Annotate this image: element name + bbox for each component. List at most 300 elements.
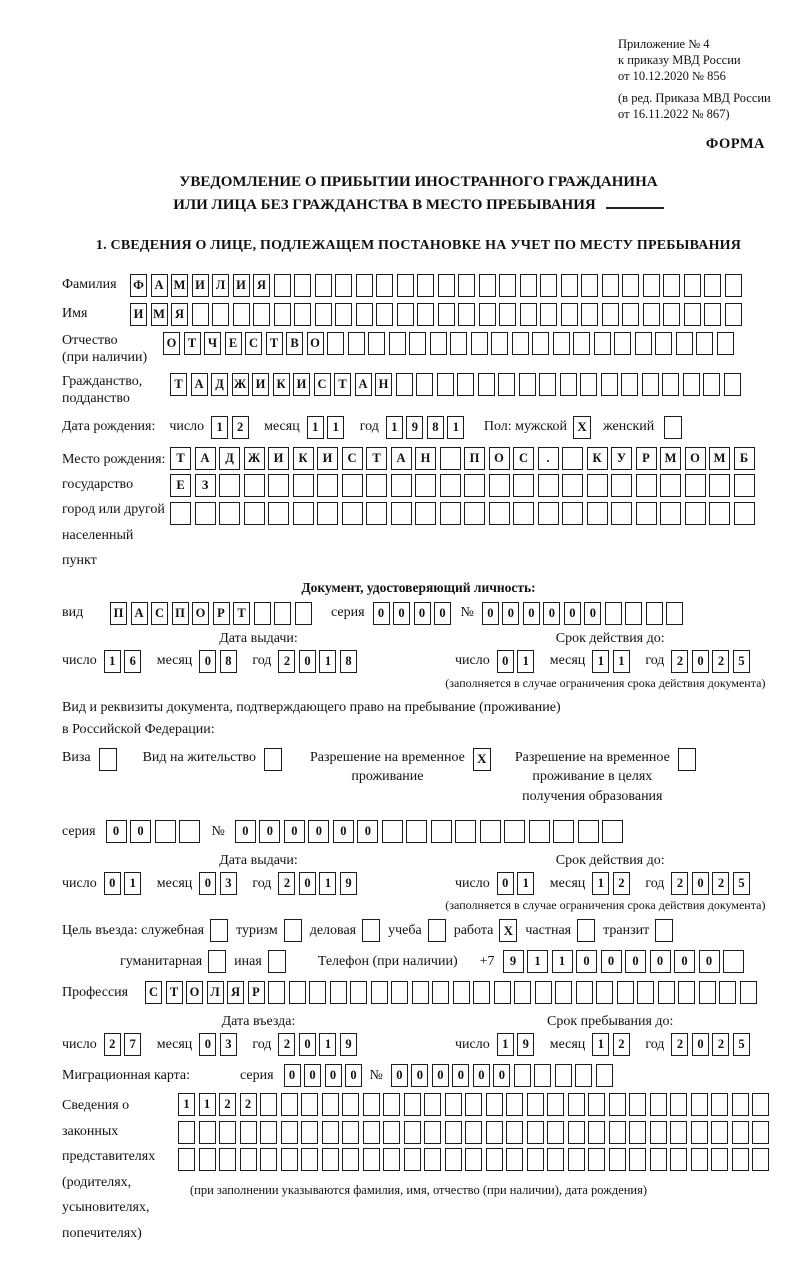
char-cell (453, 981, 470, 1004)
char-cell: 8 (427, 416, 444, 439)
char-cell (514, 981, 531, 1004)
char-cell: . (538, 447, 559, 470)
month-label: месяц (156, 653, 193, 669)
char-cell (725, 274, 742, 297)
char-cell (512, 332, 529, 355)
char-cell (691, 1121, 708, 1144)
char-cell (539, 373, 556, 396)
study-label: учеба (388, 922, 422, 938)
char-cell (609, 1093, 626, 1116)
char-cell (602, 274, 619, 297)
surname-cells (130, 274, 745, 297)
char-cell (666, 602, 683, 625)
char-cell (244, 502, 265, 525)
char-cell: С (513, 447, 534, 470)
month-cells (199, 650, 240, 673)
transit-checkbox (655, 919, 673, 942)
char-cell: А (131, 602, 148, 625)
char-cell (740, 981, 757, 1004)
char-cell: С (342, 447, 363, 470)
char-cell (391, 502, 412, 525)
char-cell (376, 274, 393, 297)
temp-residence-education-option: Разрешение на временное проживание в целях получения образования (515, 748, 696, 807)
char-cell (561, 274, 578, 297)
char-cell: 3 (220, 872, 237, 895)
char-cell (480, 820, 501, 843)
identity-seriya-cells (373, 602, 455, 625)
char-cell (424, 1148, 441, 1171)
day-cells (104, 1033, 145, 1056)
char-cell (734, 502, 755, 525)
char-cell (412, 981, 429, 1004)
char-cell (350, 981, 367, 1004)
char-cell: 1 (386, 416, 403, 439)
char-cell (409, 332, 426, 355)
char-cell: Л (207, 981, 224, 1004)
char-cell: 0 (576, 950, 597, 973)
char-cell (573, 332, 590, 355)
char-cell (576, 981, 593, 1004)
month-cells (199, 1033, 240, 1056)
representatives-note: (при заполнении указываются фамилия, имя, отчество (при наличии), дата рождения) (190, 1183, 648, 1198)
char-cell (391, 981, 408, 1004)
char-cell (568, 1148, 585, 1171)
char-cell (438, 274, 455, 297)
representatives-block (62, 1093, 775, 1246)
char-cell: 2 (278, 1033, 295, 1056)
issue-date-head: Дата выдачи: (219, 853, 298, 869)
char-cell (614, 332, 631, 355)
char-cell (260, 1148, 277, 1171)
char-cell (383, 1121, 400, 1144)
char-cell (622, 274, 639, 297)
char-cell (440, 474, 461, 497)
char-cell (625, 602, 642, 625)
char-cell (643, 303, 660, 326)
birth-date-label: Дата рождения: (62, 419, 156, 434)
char-cell (489, 502, 510, 525)
char-cell (424, 1121, 441, 1144)
char-cell: Ф (130, 274, 147, 297)
char-cell (560, 373, 577, 396)
char-cell: Ж (232, 373, 249, 396)
char-cell (253, 303, 270, 326)
char-cell (684, 303, 701, 326)
year-label: год (645, 653, 665, 669)
char-cell: Е (225, 332, 242, 355)
purpose-label: Цель въезда: служебная (62, 922, 205, 938)
char-cell: 0 (106, 820, 127, 843)
char-cell (562, 474, 583, 497)
char-cell (519, 373, 536, 396)
char-cell: Т (170, 447, 191, 470)
char-cell (752, 1093, 769, 1116)
char-cell: 0 (482, 602, 499, 625)
day-label: число (455, 875, 490, 891)
char-cell: К (293, 447, 314, 470)
birth-place-cells (170, 447, 758, 574)
given-name-row (62, 303, 775, 326)
char-cell: 0 (434, 602, 451, 625)
char-cell (504, 820, 525, 843)
char-cell: 1 (447, 416, 464, 439)
char-cell (703, 373, 720, 396)
char-cell: 2 (712, 650, 729, 673)
purpose-row (62, 919, 775, 942)
char-cell (465, 1093, 482, 1116)
given-name-cells (130, 303, 745, 326)
char-cell (547, 1121, 564, 1144)
char-cell (415, 502, 436, 525)
char-cell (268, 981, 285, 1004)
char-cell (281, 1148, 298, 1171)
month-label: месяц (156, 875, 193, 891)
appendix-line: от 10.12.2020 № 856 (618, 69, 726, 83)
char-cell (609, 1148, 626, 1171)
day-label: число (62, 653, 97, 669)
char-cell: 0 (452, 1064, 469, 1087)
char-cell: О (192, 602, 209, 625)
section1-heading: 1. СВЕДЕНИЯ О ЛИЦЕ, ПОДЛЕЖАЩЕМ ПОСТАНОВКЕ НА УЧЕТ ПО МЕСТУ ПРЕБЫВАНИЯ (95, 237, 742, 253)
char-cell (534, 1064, 551, 1087)
char-cell: П (172, 602, 189, 625)
char-cell (629, 1148, 646, 1171)
char-cell (588, 1121, 605, 1144)
humanitarian-checkbox (208, 950, 226, 973)
valid-date-head: Срок действия до: (555, 630, 665, 646)
private-label: частная (525, 922, 572, 938)
char-cell (635, 332, 652, 355)
char-cell (562, 447, 583, 470)
residence-valid-group (445, 853, 766, 913)
char-cell (691, 1093, 708, 1116)
char-cell: 1 (592, 1033, 609, 1056)
char-cell (568, 1121, 585, 1144)
char-cell (179, 820, 200, 843)
char-cell (587, 474, 608, 497)
char-cell (465, 1148, 482, 1171)
char-cell: 2 (104, 1033, 121, 1056)
sex-label: Пол: мужской (483, 419, 568, 434)
char-cell: 1 (613, 650, 630, 673)
char-cell (315, 303, 332, 326)
char-cell: 0 (432, 1064, 449, 1087)
char-cell: 1 (124, 872, 141, 895)
form-title (62, 171, 775, 218)
year-label: год (252, 653, 272, 669)
char-cell (527, 1148, 544, 1171)
birth-date-row (62, 416, 775, 439)
char-cell: 8 (220, 650, 237, 673)
char-cell: 0 (104, 872, 121, 895)
char-cell: 0 (411, 1064, 428, 1087)
citizenship-row (62, 373, 775, 408)
char-cell: Р (636, 447, 657, 470)
char-cell: 8 (340, 650, 357, 673)
char-cell (294, 303, 311, 326)
work-label: работа (453, 922, 494, 938)
appendix-line: Приложение № 4 (618, 37, 710, 51)
char-cell: 5 (733, 1033, 750, 1056)
char-cell (752, 1121, 769, 1144)
char-cell (170, 502, 191, 525)
char-cell: 0 (325, 1064, 342, 1087)
visa-option: Виза (62, 748, 117, 771)
char-cell (383, 1093, 400, 1116)
humanitarian-label: гуманитарная (120, 953, 203, 969)
appendix-block (618, 36, 775, 122)
profession-cells (145, 981, 760, 1004)
char-cell (499, 303, 516, 326)
char-cell (431, 820, 452, 843)
birth-date-cells (169, 416, 479, 439)
migration-card-row (62, 1064, 775, 1087)
char-cell (219, 1121, 236, 1144)
char-cell (212, 303, 229, 326)
char-cell (506, 1121, 523, 1144)
char-cell (568, 1093, 585, 1116)
blank-underline (606, 195, 664, 209)
char-cell: 0 (130, 820, 151, 843)
entry-date-cells (62, 1033, 455, 1056)
female-label: женский (603, 419, 655, 434)
temp-residence-option: Разрешение на временное проживание X (310, 748, 491, 787)
official-checkbox (210, 919, 228, 942)
temp-residence-checkbox: X (473, 748, 491, 771)
issue-date-cells (62, 650, 455, 673)
char-cell (192, 303, 209, 326)
char-cell: Т (266, 332, 283, 355)
issue-date-cells (62, 872, 455, 895)
work-checkbox: X (499, 919, 517, 942)
char-cell (440, 502, 461, 525)
char-cell (317, 474, 338, 497)
purpose-row2 (120, 950, 775, 973)
phone-prefix: +7 (479, 953, 495, 969)
char-cell (178, 1121, 195, 1144)
char-cell (479, 303, 496, 326)
char-cell: Ж (244, 447, 265, 470)
char-cell (704, 274, 721, 297)
char-cell (684, 274, 701, 297)
char-cell: Я (227, 981, 244, 1004)
char-cell (486, 1121, 503, 1144)
char-cell: 0 (308, 820, 329, 843)
char-cell: К (587, 447, 608, 470)
char-cell (670, 1093, 687, 1116)
char-cell: 1 (592, 650, 609, 673)
patronymic-cells (163, 332, 737, 355)
char-cell (219, 474, 240, 497)
citizenship-cells (170, 373, 744, 396)
char-cell (322, 1121, 339, 1144)
char-cell (450, 332, 467, 355)
char-cell (594, 332, 611, 355)
char-cell: 9 (406, 416, 423, 439)
char-cell (445, 1093, 462, 1116)
char-cell (605, 602, 622, 625)
vid-label: вид (62, 605, 84, 621)
char-cell (342, 1148, 359, 1171)
char-cell (660, 502, 681, 525)
day-cells (497, 650, 538, 673)
char-cell (617, 981, 634, 1004)
valid-date-note: (заполняется в случае ограничения срока действия документа) (445, 675, 766, 690)
business-checkbox (362, 919, 380, 942)
identity-dates-row (62, 630, 775, 690)
char-cell (342, 1121, 359, 1144)
char-cell (274, 602, 291, 625)
char-cell (322, 1093, 339, 1116)
char-cell: 2 (671, 1033, 688, 1056)
char-cell (491, 332, 508, 355)
char-cell: 1 (199, 1093, 216, 1116)
char-cell (455, 820, 476, 843)
migration-card-label: Миграционная карта: (62, 1067, 191, 1083)
char-cell (301, 1093, 318, 1116)
char-cell (424, 1093, 441, 1116)
char-cell (371, 981, 388, 1004)
form-title-line2: ИЛИ ЛИЦА БЕЗ ГРАЖДАНСТВА В МЕСТО ПРЕБЫВАНИЯ (62, 194, 775, 217)
char-cell (527, 1093, 544, 1116)
char-cell: 0 (601, 950, 622, 973)
char-cell: А (391, 447, 412, 470)
study-checkbox (428, 919, 446, 942)
private-checkbox (577, 919, 595, 942)
char-cell (752, 1148, 769, 1171)
char-cell: О (186, 981, 203, 1004)
char-cell: 0 (497, 872, 514, 895)
char-cell (724, 373, 741, 396)
char-cell (199, 1121, 216, 1144)
char-cell (711, 1148, 728, 1171)
char-cell: 1 (497, 1033, 514, 1056)
char-cell (636, 474, 657, 497)
char-cell: Н (415, 447, 436, 470)
char-cell (561, 303, 578, 326)
char-cell (555, 1064, 572, 1087)
char-cell (578, 820, 599, 843)
char-cell (356, 303, 373, 326)
year-label: год (359, 419, 379, 434)
char-cell: 0 (333, 820, 354, 843)
char-cell: В (286, 332, 303, 355)
identity-valid-group (445, 630, 766, 690)
char-cell (670, 1121, 687, 1144)
char-cell (430, 332, 447, 355)
day-cells (497, 872, 538, 895)
residence-number-cells (235, 820, 627, 843)
char-cell: 3 (220, 1033, 237, 1056)
surname-label: Фамилия (62, 277, 117, 292)
char-cell: 0 (625, 950, 646, 973)
char-cell: 5 (733, 872, 750, 895)
year-cells (278, 650, 360, 673)
birth-place-row1 (170, 447, 758, 470)
char-cell: Е (170, 474, 191, 497)
valid-date-head: Срок действия до: (555, 853, 665, 869)
char-cell (580, 373, 597, 396)
tourism-label: туризм (236, 922, 278, 938)
char-cell (581, 303, 598, 326)
char-cell (678, 981, 695, 1004)
char-cell (268, 502, 289, 525)
char-cell: 1 (319, 650, 336, 673)
vid-cells (110, 602, 315, 625)
char-cell (445, 1121, 462, 1144)
char-cell: Я (171, 303, 188, 326)
char-cell (274, 303, 291, 326)
year-cells (671, 872, 753, 895)
char-cell (658, 981, 675, 1004)
char-cell (650, 1148, 667, 1171)
char-cell: С (245, 332, 262, 355)
char-cell: 1 (517, 872, 534, 895)
char-cell (293, 502, 314, 525)
number-label: № (369, 1067, 383, 1083)
char-cell (471, 332, 488, 355)
char-cell (717, 332, 734, 355)
char-cell (709, 474, 730, 497)
char-cell (553, 332, 570, 355)
char-cell (404, 1121, 421, 1144)
char-cell (732, 1148, 749, 1171)
char-cell (547, 1148, 564, 1171)
char-cell: О (307, 332, 324, 355)
form-title-line1: УВЕДОМЛЕНИЕ О ПРИБЫТИИ ИНОСТРАННОГО ГРАЖДАНИНА (179, 174, 658, 190)
char-cell (575, 1064, 592, 1087)
char-cell (601, 373, 618, 396)
day-cells (211, 416, 252, 439)
char-cell (732, 1121, 749, 1144)
char-cell: 9 (503, 950, 524, 973)
char-cell: 0 (699, 950, 720, 973)
char-cell (520, 303, 537, 326)
char-cell (295, 602, 312, 625)
char-cell (655, 332, 672, 355)
char-cell: 0 (199, 650, 216, 673)
char-cell (356, 274, 373, 297)
representatives-row3 (178, 1148, 773, 1171)
char-cell (219, 502, 240, 525)
char-cell: 1 (211, 416, 228, 439)
char-cell (397, 303, 414, 326)
char-cell (382, 820, 403, 843)
char-cell: 0 (304, 1064, 321, 1087)
char-cell: И (130, 303, 147, 326)
char-cell (696, 332, 713, 355)
char-cell (596, 981, 613, 1004)
char-cell (646, 602, 663, 625)
tourism-checkbox (284, 919, 302, 942)
revision-line: (в ред. Приказа МВД России (618, 91, 771, 105)
char-cell: Б (734, 447, 755, 470)
residence-issue-group (62, 853, 455, 895)
char-cell: 0 (473, 1064, 490, 1087)
char-cell (233, 303, 250, 326)
identity-doc-row (62, 602, 775, 625)
char-cell (629, 1121, 646, 1144)
char-cell (335, 274, 352, 297)
char-cell (244, 474, 265, 497)
char-cell (301, 1121, 318, 1144)
char-cell: Р (213, 602, 230, 625)
char-cell: 0 (414, 602, 431, 625)
char-cell (587, 502, 608, 525)
char-cell (529, 820, 550, 843)
char-cell: 0 (299, 1033, 316, 1056)
visa-checkbox (99, 748, 117, 771)
